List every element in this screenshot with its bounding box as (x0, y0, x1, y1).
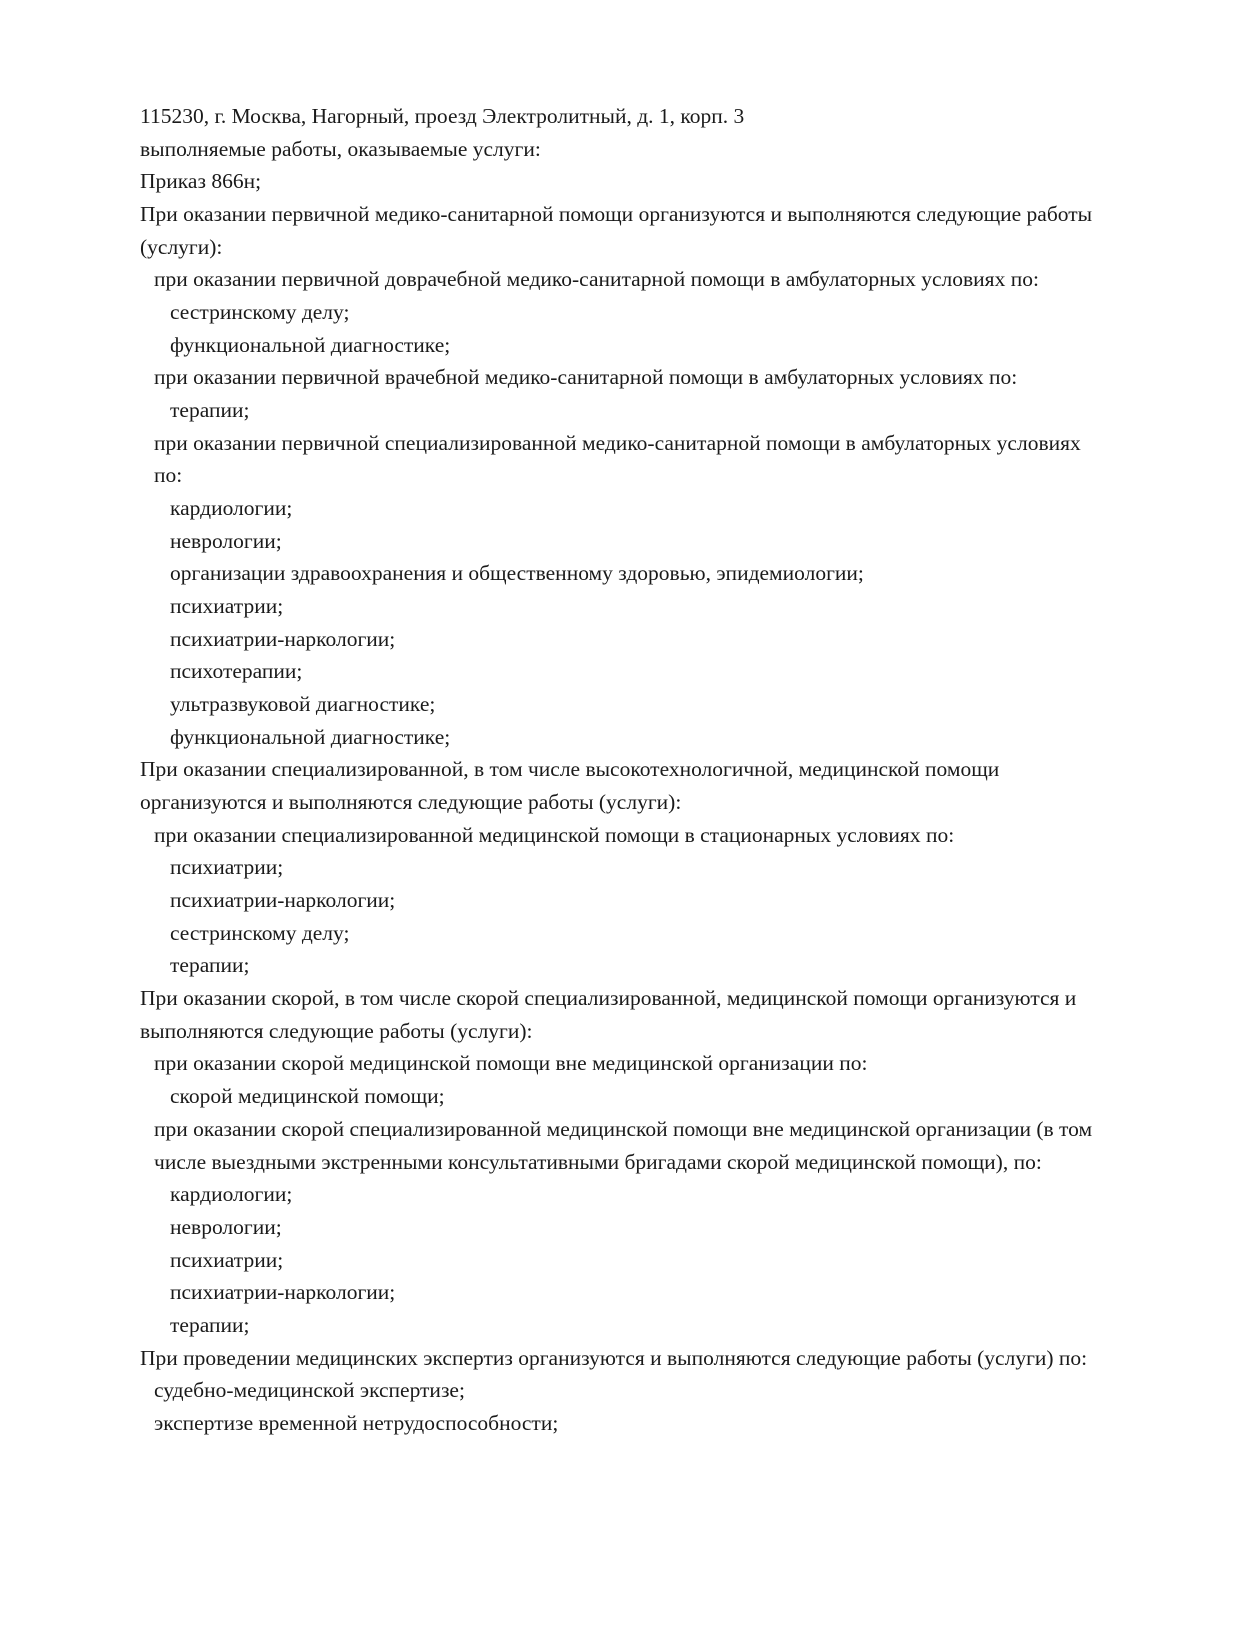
document-line: кардиологии; (170, 496, 293, 521)
document-line: Приказ 866н; (140, 169, 262, 194)
document-line: при оказании специализированной медицинской помощи в стационарных условиях по: (154, 822, 955, 847)
document-line: терапии; (170, 1312, 250, 1337)
document-line: При проведении медицинских экспертиз организуются и выполняются следующие работы (услуги) по: (140, 1345, 1088, 1370)
document-line: при оказании первичной специализированной медико-санитарной помощи в амбулаторных условиях по: (154, 430, 1087, 488)
document-line: функциональной диагностике; (170, 724, 451, 749)
document-line: функциональной диагностике; (170, 332, 451, 357)
document-line: психиатрии-наркологии; (170, 626, 396, 651)
document-line: психиатрии; (170, 855, 284, 880)
document-line: при оказании первичной доврачебной медико-санитарной помощи в амбулаторных условиях по: (154, 267, 1039, 292)
document-line: при оказании скорой медицинской помощи вне медицинской организации по: (154, 1051, 868, 1076)
document-line: 115230, г. Москва, Нагорный, проезд Электролитный, д. 1, корп. 3 (140, 104, 745, 128)
document-line: сестринскому делу; (170, 300, 350, 325)
document-line: выполняемые работы, оказываемые услуги: (140, 136, 541, 161)
document-line: экспертизе временной нетрудоспособности; (154, 1410, 559, 1435)
document-line: психиатрии-наркологии; (170, 888, 396, 913)
document-line: При оказании специализированной, в том числе высокотехнологичной, медицинской помощи организуются и выполняются следующие работы (услуги): (140, 757, 1005, 815)
document-line: при оказании скорой специализированной медицинской помощи вне медицинской организации (в том числе выездными экстренными консультативными бригадами скорой медицинской помощи), по: (154, 1116, 1098, 1174)
document-line: неврологии; (170, 528, 282, 553)
document-line: При оказании скорой, в том числе скорой специализированной, медицинской помощи организуются и выполняются следующие работы (услуги): (140, 986, 1082, 1043)
document-line: психотерапии; (170, 659, 303, 684)
document-line: психиатрии; (170, 1247, 284, 1272)
document-body (140, 100, 1100, 1440)
document-line: терапии; (170, 398, 250, 423)
document-line: кардиологии; (170, 1182, 293, 1207)
document-line: ультразвуковой диагностике; (170, 692, 436, 717)
document-line: психиатрии-наркологии; (170, 1280, 396, 1305)
document-line: неврологии; (170, 1214, 282, 1239)
document-line: при оказании первичной врачебной медико-санитарной помощи в амбулаторных условиях по: (154, 365, 1018, 390)
document-line: судебно-медицинской экспертизе; (154, 1378, 465, 1403)
document-line: сестринскому делу; (170, 920, 350, 945)
document-line: При оказании первичной медико-санитарной помощи организуются и выполняются следующие работы (услуги): (140, 202, 1098, 259)
document-line: организации здравоохранения и общественному здоровью, эпидемиологии; (170, 561, 864, 586)
document-line: психиатрии; (170, 594, 284, 619)
document-line: скорой медицинской помощи; (170, 1084, 445, 1109)
document-line: терапии; (170, 953, 250, 978)
